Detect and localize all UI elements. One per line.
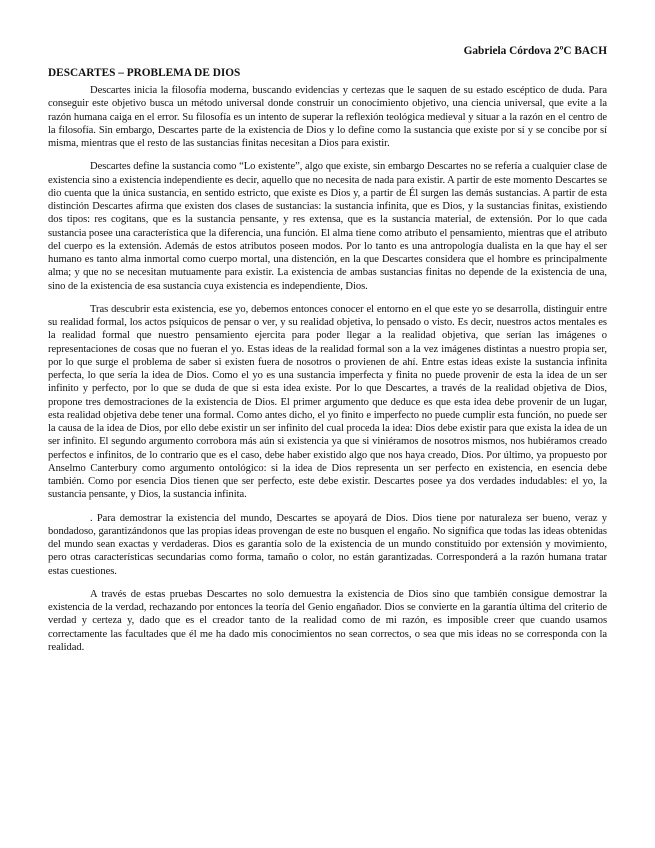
paragraph-2: Descartes define la sustancia como “Lo existente”, algo que existe, sin embargo Descartes no se refería a cualquier clase de existencia sino a existencia independiente es decir, aquello que no necesita de nada para existir. A partir de este momento Descartes se dio cuenta que la única sustancia, en sentido estricto, que existe es Dios y, a partir de Él surgen las demás sustancias. A partir de esta distinción Descartes afirma que existen dos clases de sustancias: la sustancia infinita, que es Dios, y la sustancias finitas, existiendo dos tipos: res cogitans, que es la sustancia pensante, y res extensa, que es la sustancia material, de extensión. Por lo que cada sustancia posee una característica que la diferencia, una función. El alma tiene como atributo el pensamiento, mientras que el atributo del cuerpo es la extensión. Además de estos atributos poseen modos. Por lo tanto es una antropología dualista en la que hay el ser humano es tanto alma inmortal como cuerpo mortal, una distención, en la que Descartes considera que el hombre es principalmente alma; y que no se necesitan mutuamente para existir. La existencia de ambas sustancias finitas no depende de la existencia de una, sino de la existencia de esa sustancia cuya existencia es independiente, Dios. [48, 161, 607, 292]
author-header: Gabriela Córdova 2ºC BACH [463, 45, 607, 57]
paragraph-3: Tras descubrir esta existencia, ese yo, debemos entonces conocer el entorno en el que este yo se desarrolla, distinguir entre su realidad formal, los actos psíquicos de pensar o ver, y su realidad objetiva, lo pensado o visto. Es decir, nuestros actos mentales es la realidad formal que nuestro pensamiento ejercita para poder llegar a la realidad objetiva, que serían las imágenes o representaciones de cosas que no fueran el yo. Estas ideas de la realidad formal son a la vez imágenes distintas a nuestro propia ser, por lo que surge el problema de saber si existen fuera de nosotros o provienen de ahí. Entre estas ideas existe la sustancia infinita perfecta, lo que sería la idea de Dios. Como el yo es una sustancia imperfecta y finita no puede provenir de esta la idea de un ser infinito y perfecto, por lo que se duda de que si esta idea existe. Por lo que Descartes, a través de la realidad objetiva de Dios, propone tres demostraciones de la existencia de Dios. El primer argumento que deduce es que esta idea debe provenir de un lugar, esta realidad objetiva debe tener una formal. Como antes dicho, el yo finito e imperfecto no puede cumplir esta función, no puede ser la causa de la idea de Dios, por ello debe existir un ser infinito del cual proceda la idea: Dios debe existir para que exista la idea de un ser infinito. El segundo argumento corrobora más aún si existencia ya que si viniéramos de nosotros mismos, nos hubiéramos creado perfectos e infinitos, de lo contrario que es el caso, debe haber existido algo que nos haya creado, Dios. Por último, ya propuesto por Anselmo Canterbury como argumento ontológico: si la idea de Dios representa un ser perfecto en existencia, en esencia debe también. Como por esencia Dios tienen que ser perfecto, este debe existir. Descartes posee ya dos verdades indudables: el yo, la sustancia pensante, y Dios, la sustancia infinita. [48, 303, 607, 501]
document-title: DESCARTES – PROBLEMA DE DIOS [48, 67, 241, 79]
paragraph-1: Descartes inicia la filosofía moderna, buscando evidencias y certezas que le saquen de su estado escéptico de duda. Para conseguir este objetivo busca un método universal donde construir un conocimiento objetivo, una ciencia universal, que evite a la razón humana caiga en el error. Su filosofía es un intento de superar la reflexión teológica medieval y situar a la razón en el centro de la filosofía. Sin embargo, Descartes parte de la existencia de Dios y lo define como la sustancia que existe por sí y se concibe por sí misma, mientras que el resto de las sustancias finitas necesitan a Dios para existir. [48, 85, 607, 149]
paragraph-4: . Para demostrar la existencia del mundo, Descartes se apoyará de Dios. Dios tiene por naturaleza ser bueno, veraz y bondadoso, garantizándonos que las propias ideas provengan de este no busquen el engaño. No significa que todas las ideas obtenidas del mundo sean exactas y verdaderas. Dios es garantía solo de la existencia de un mundo constituido por extensión y movimiento, pero otras características secundarias como forma, tamaño o color, no están garantizadas. Corresponderá a la razón humana tratar estas cuestiones. [48, 512, 607, 577]
paragraph-5: A través de estas pruebas Descartes no solo demuestra la existencia de Dios sino que también consigue demostrar la existencia de la verdad, rechazando por entonces la teoría del Genio engañador. Dios se convierte en la garantía última del criterio de verdad y certeza y, dado que es el creador tanto de la realidad como de mi razón, es imposible creer que cuando usamos correctamente las facultades que él me ha dado mis conocimientos no sean correctos, o sea que mis ideas no se corresponda con la realidad. [48, 588, 607, 653]
